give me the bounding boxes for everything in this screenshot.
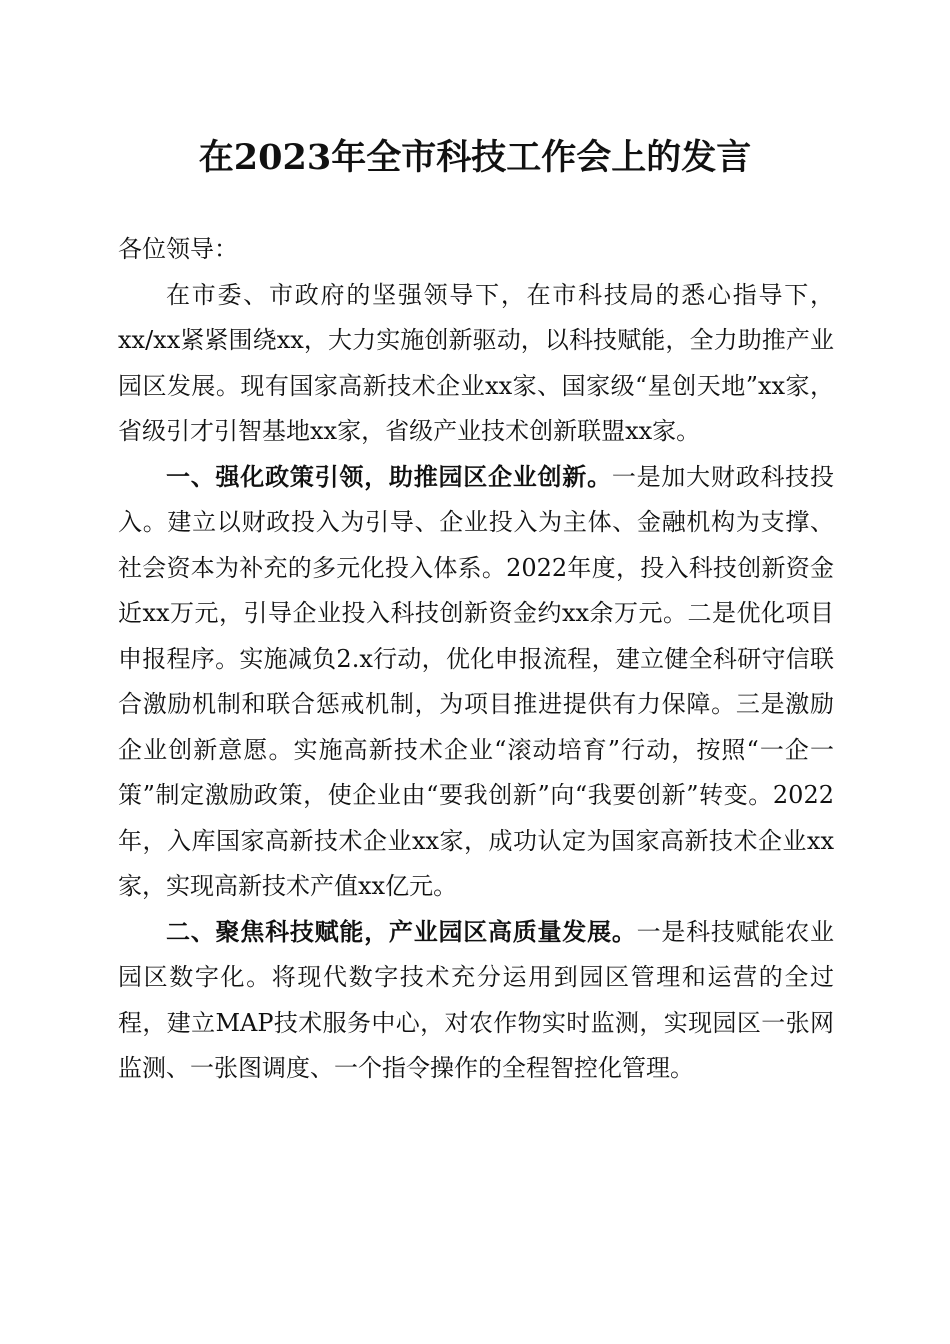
section-heading-2: 二、聚焦科技赋能，产业园区高质量发展。 xyxy=(166,917,637,946)
section-text-2: 一是科技赋能农业园区数字化。将现代数字技术充分运用到园区管理和运营的全过程，建立MAP技术服务中心，对农作物实时监测，实现园区一张网监测、一张图调度、一个指令操作的全程智控化管理。 xyxy=(118,917,835,1082)
document-body xyxy=(118,227,834,1092)
intro-paragraph: 在市委、市政府的坚强领导下，在市科技局的悉心指导下，xx/xx紧紧围绕xx，大力实施创新驱动，以科技赋能，全力助推产业园区发展。现有国家高新技术企业xx家、国家级“星创天地”xx家，省级引才引智基地xx家，省级产业技术创新联盟xx家。 xyxy=(118,280,834,445)
salutation: 各位领导： xyxy=(118,235,238,263)
section-heading-1: 一、强化政策引领，助推园区企业创新。 xyxy=(166,462,612,491)
document-title: 在2023年全市科技工作会上的发言 xyxy=(198,137,752,178)
section-paragraph-2 xyxy=(118,910,834,1092)
section-paragraph-1 xyxy=(118,455,834,910)
section-text-1: 一是加大财政科技投入。建立以财政投入为引导、企业投入为主体、金融机构为支撑、社会资本为补充的多元化投入体系。2022年度，投入科技创新资金近xx万元，引导企业投入科技创新资金约xx余万元。二是优化项目申报程序。实施减负2.x行动，优化申报流程，建立健全科研守信联合激励机制和联合惩戒机制，为项目推进提供有力保障。三是激励企业创新意愿。实施高新技术企业“滚动培育”行动，按照“一企一策”制定激励政策，使企业由“要我创新”向“我要创新”转变。2022年，入库国家高新技术企业xx家，成功认定为国家高新技术企业xx家，实现高新技术产值xx亿元。 xyxy=(118,462,835,900)
